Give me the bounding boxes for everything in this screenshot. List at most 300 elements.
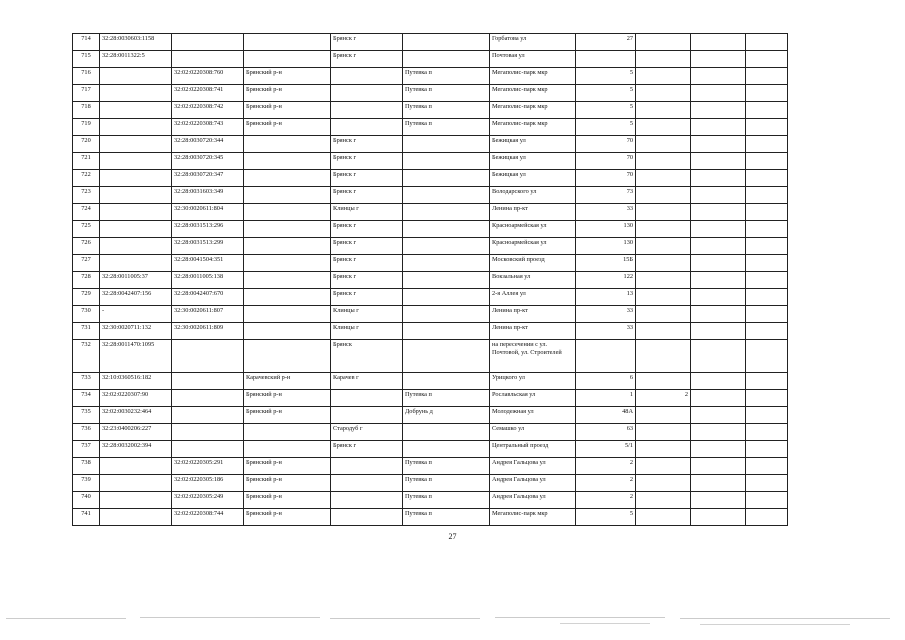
- building-cell: [636, 441, 691, 458]
- settlement-cell: Путевка п: [403, 119, 490, 136]
- street-cell: Московский проезд: [490, 255, 576, 272]
- cadastral-number-cell: [100, 153, 172, 170]
- house-number-cell: 5: [576, 119, 636, 136]
- house-number-cell: 70: [576, 170, 636, 187]
- empty-cell: [691, 68, 746, 85]
- district-cell: [244, 255, 331, 272]
- empty-cell: [691, 272, 746, 289]
- street-cell: Горбатова ул: [490, 34, 576, 51]
- building-cell: [636, 458, 691, 475]
- empty-cell: [746, 441, 788, 458]
- row-number-cell: 734: [73, 390, 100, 407]
- empty-cell: [746, 340, 788, 373]
- row-number-cell: 737: [73, 441, 100, 458]
- cadastral-number-cell: [172, 373, 244, 390]
- settlement-cell: Путевка п: [403, 475, 490, 492]
- building-cell: [636, 153, 691, 170]
- district-cell: [244, 238, 331, 255]
- district-cell: [244, 204, 331, 221]
- empty-cell: [746, 492, 788, 509]
- cadastral-number-cell: 32:28:0030603:1158: [100, 34, 172, 51]
- house-number-cell: 6: [576, 373, 636, 390]
- settlement-cell: [403, 289, 490, 306]
- empty-cell: [691, 340, 746, 373]
- cadastral-number-cell: [100, 136, 172, 153]
- settlement-cell: [403, 204, 490, 221]
- cadastral-number-cell: [100, 85, 172, 102]
- building-cell: [636, 221, 691, 238]
- scan-artifact-strip: [0, 612, 905, 632]
- cadastral-number-cell: 32:28:0011322:5: [100, 51, 172, 68]
- street-cell: Рославльская ул: [490, 390, 576, 407]
- district-cell: [244, 136, 331, 153]
- cadastral-number-cell: [100, 102, 172, 119]
- street-cell: Урицкого ул: [490, 373, 576, 390]
- city-cell: Брянск г: [331, 51, 403, 68]
- empty-cell: [746, 85, 788, 102]
- row-number-cell: 720: [73, 136, 100, 153]
- table-row: [73, 170, 788, 187]
- table-row: [73, 272, 788, 289]
- empty-cell: [746, 153, 788, 170]
- table-row: [73, 221, 788, 238]
- city-cell: [331, 119, 403, 136]
- table-row: [73, 441, 788, 458]
- empty-cell: [746, 475, 788, 492]
- street-cell: на пересечении с ул. Почтовой, ул. Строителей: [490, 340, 576, 373]
- settlement-cell: Путевка п: [403, 509, 490, 526]
- empty-cell: [746, 68, 788, 85]
- city-cell: Карачев г: [331, 373, 403, 390]
- city-cell: Клинцы г: [331, 306, 403, 323]
- row-number-cell: 714: [73, 34, 100, 51]
- cadastral-number-cell: -: [100, 306, 172, 323]
- settlement-cell: [403, 170, 490, 187]
- empty-cell: [746, 238, 788, 255]
- street-cell: Мегаполис-парк мкр: [490, 102, 576, 119]
- cadastral-number-cell: [172, 34, 244, 51]
- house-number-cell: 5/1: [576, 441, 636, 458]
- city-cell: [331, 390, 403, 407]
- row-number-cell: 731: [73, 323, 100, 340]
- row-number-cell: 716: [73, 68, 100, 85]
- cadastral-number-cell: [100, 68, 172, 85]
- row-number-cell: 741: [73, 509, 100, 526]
- settlement-cell: [403, 221, 490, 238]
- empty-cell: [691, 323, 746, 340]
- city-cell: Брянск г: [331, 187, 403, 204]
- district-cell: [244, 34, 331, 51]
- row-number-cell: 735: [73, 407, 100, 424]
- city-cell: Брянск: [331, 340, 403, 373]
- city-cell: [331, 475, 403, 492]
- house-number-cell: 13: [576, 289, 636, 306]
- empty-cell: [746, 187, 788, 204]
- city-cell: Клинцы г: [331, 204, 403, 221]
- district-cell: [244, 272, 331, 289]
- district-cell: Брянский р-н: [244, 390, 331, 407]
- district-cell: [244, 170, 331, 187]
- cadastral-number-cell: [100, 204, 172, 221]
- row-number-cell: 726: [73, 238, 100, 255]
- house-number-cell: 48А: [576, 407, 636, 424]
- cadastral-number-cell: [100, 187, 172, 204]
- empty-cell: [746, 51, 788, 68]
- street-cell: Молодежная ул: [490, 407, 576, 424]
- cadastral-number-cell: [100, 238, 172, 255]
- cadastral-number-cell: 32:30:0020611:804: [172, 204, 244, 221]
- district-cell: Брянский р-н: [244, 458, 331, 475]
- street-cell: 2-я Аллея ул: [490, 289, 576, 306]
- empty-cell: [691, 373, 746, 390]
- settlement-cell: Добрунь д: [403, 407, 490, 424]
- settlement-cell: [403, 306, 490, 323]
- house-number-cell: [576, 51, 636, 68]
- settlement-cell: [403, 441, 490, 458]
- house-number-cell: 73: [576, 187, 636, 204]
- table-row: [73, 204, 788, 221]
- cadastral-number-cell: 32:28:0042407:670: [172, 289, 244, 306]
- city-cell: Стародуб г: [331, 424, 403, 441]
- city-cell: Брянск г: [331, 170, 403, 187]
- district-cell: [244, 441, 331, 458]
- row-number-cell: 730: [73, 306, 100, 323]
- table-row: [73, 373, 788, 390]
- row-number-cell: 727: [73, 255, 100, 272]
- street-cell: Мегаполис-парк мкр: [490, 509, 576, 526]
- building-cell: [636, 424, 691, 441]
- cadastral-number-cell: [100, 475, 172, 492]
- cadastral-number-cell: 32:28:0030720:344: [172, 136, 244, 153]
- city-cell: [331, 407, 403, 424]
- building-cell: [636, 255, 691, 272]
- cadastral-number-cell: [100, 509, 172, 526]
- cadastral-number-cell: 32:28:0031513:296: [172, 221, 244, 238]
- district-cell: Брянский р-н: [244, 119, 331, 136]
- street-cell: Красноармейская ул: [490, 238, 576, 255]
- building-cell: [636, 272, 691, 289]
- cadastral-number-cell: [100, 119, 172, 136]
- cadastral-number-cell: 32:30:0020711:132: [100, 323, 172, 340]
- building-cell: [636, 187, 691, 204]
- table-row: [73, 68, 788, 85]
- settlement-cell: Путевка п: [403, 458, 490, 475]
- building-cell: [636, 102, 691, 119]
- city-cell: [331, 102, 403, 119]
- house-number-cell: 5: [576, 102, 636, 119]
- city-cell: [331, 458, 403, 475]
- city-cell: Клинцы г: [331, 323, 403, 340]
- street-cell: Андрея Гальцова ул: [490, 492, 576, 509]
- building-cell: [636, 85, 691, 102]
- empty-cell: [746, 289, 788, 306]
- settlement-cell: [403, 136, 490, 153]
- settlement-cell: [403, 424, 490, 441]
- street-cell: Ленина пр-кт: [490, 323, 576, 340]
- table-row: [73, 407, 788, 424]
- house-number-cell: 5: [576, 509, 636, 526]
- house-number-cell: 5: [576, 68, 636, 85]
- street-cell: Почтовая ул: [490, 51, 576, 68]
- table-row: [73, 492, 788, 509]
- empty-cell: [746, 390, 788, 407]
- cadastral-number-cell: 32:28:0030720:345: [172, 153, 244, 170]
- settlement-cell: [403, 187, 490, 204]
- settlement-cell: Путевка п: [403, 390, 490, 407]
- house-number-cell: 1: [576, 390, 636, 407]
- house-number-cell: 122: [576, 272, 636, 289]
- building-cell: [636, 170, 691, 187]
- street-cell: Вокзальная ул: [490, 272, 576, 289]
- district-cell: [244, 323, 331, 340]
- table-row: [73, 85, 788, 102]
- empty-cell: [691, 424, 746, 441]
- row-number-cell: 719: [73, 119, 100, 136]
- street-cell: Красноармейская ул: [490, 221, 576, 238]
- empty-cell: [746, 458, 788, 475]
- settlement-cell: [403, 323, 490, 340]
- empty-cell: [746, 204, 788, 221]
- building-cell: [636, 323, 691, 340]
- settlement-cell: Путевка п: [403, 102, 490, 119]
- row-number-cell: 729: [73, 289, 100, 306]
- empty-cell: [691, 119, 746, 136]
- building-cell: [636, 289, 691, 306]
- cadastral-number-cell: [100, 458, 172, 475]
- cadastral-number-cell: 32:28:0011470:1095: [100, 340, 172, 373]
- house-number-cell: 70: [576, 153, 636, 170]
- cadastral-number-cell: 32:28:0032002:394: [100, 441, 172, 458]
- settlement-cell: [403, 238, 490, 255]
- empty-cell: [746, 373, 788, 390]
- table-row: [73, 34, 788, 51]
- city-cell: Брянск г: [331, 272, 403, 289]
- row-number-cell: 738: [73, 458, 100, 475]
- registry-table: [72, 33, 788, 526]
- empty-cell: [691, 306, 746, 323]
- page-number: 27: [448, 532, 457, 541]
- empty-cell: [691, 102, 746, 119]
- cadastral-number-cell: 32:02:0220308:741: [172, 85, 244, 102]
- house-number-cell: 27: [576, 34, 636, 51]
- building-cell: [636, 407, 691, 424]
- row-number-cell: 721: [73, 153, 100, 170]
- building-cell: [636, 509, 691, 526]
- street-cell: Мегаполис-парк мкр: [490, 68, 576, 85]
- settlement-cell: [403, 272, 490, 289]
- table-row: [73, 238, 788, 255]
- cadastral-number-cell: 32:02:0220307:90: [100, 390, 172, 407]
- cadastral-number-cell: [100, 170, 172, 187]
- district-cell: [244, 51, 331, 68]
- table-row: [73, 187, 788, 204]
- house-number-cell: 2: [576, 458, 636, 475]
- house-number-cell: 33: [576, 306, 636, 323]
- settlement-cell: [403, 153, 490, 170]
- empty-cell: [691, 85, 746, 102]
- city-cell: Брянск г: [331, 221, 403, 238]
- building-cell: [636, 119, 691, 136]
- district-cell: [244, 424, 331, 441]
- cadastral-number-cell: 32:28:0031603:349: [172, 187, 244, 204]
- city-cell: [331, 68, 403, 85]
- building-cell: [636, 340, 691, 373]
- district-cell: [244, 187, 331, 204]
- row-number-cell: 718: [73, 102, 100, 119]
- empty-cell: [691, 458, 746, 475]
- cadastral-number-cell: 32:30:0020611:807: [172, 306, 244, 323]
- settlement-cell: [403, 34, 490, 51]
- cadastral-number-cell: [172, 407, 244, 424]
- empty-cell: [691, 136, 746, 153]
- district-cell: Брянский р-н: [244, 475, 331, 492]
- building-cell: [636, 238, 691, 255]
- table-row: [73, 458, 788, 475]
- empty-cell: [691, 204, 746, 221]
- house-number-cell: 5: [576, 85, 636, 102]
- street-cell: Мегаполис-парк мкр: [490, 85, 576, 102]
- empty-cell: [691, 509, 746, 526]
- house-number-cell: 70: [576, 136, 636, 153]
- house-number-cell: 2: [576, 492, 636, 509]
- row-number-cell: 724: [73, 204, 100, 221]
- cadastral-number-cell: 32:02:0220305:186: [172, 475, 244, 492]
- row-number-cell: 728: [73, 272, 100, 289]
- street-cell: Бежицкая ул: [490, 170, 576, 187]
- house-number-cell: [576, 340, 636, 373]
- table-row: [73, 323, 788, 340]
- empty-cell: [691, 289, 746, 306]
- district-cell: Брянский р-н: [244, 492, 331, 509]
- table-row: [73, 390, 788, 407]
- empty-cell: [691, 492, 746, 509]
- table-row: [73, 102, 788, 119]
- house-number-cell: 33: [576, 323, 636, 340]
- cadastral-number-cell: 32:23:0400206:227: [100, 424, 172, 441]
- district-cell: [244, 289, 331, 306]
- building-cell: [636, 51, 691, 68]
- district-cell: Брянский р-н: [244, 68, 331, 85]
- empty-cell: [746, 407, 788, 424]
- empty-cell: [691, 187, 746, 204]
- cadastral-number-cell: 32:10:0360516:182: [100, 373, 172, 390]
- cadastral-number-cell: 32:28:0042407:156: [100, 289, 172, 306]
- cadastral-number-cell: 32:02:0220305:291: [172, 458, 244, 475]
- cadastral-number-cell: [172, 441, 244, 458]
- cadastral-number-cell: 32:02:0220308:743: [172, 119, 244, 136]
- empty-cell: [691, 34, 746, 51]
- building-cell: [636, 475, 691, 492]
- settlement-cell: [403, 340, 490, 373]
- cadastral-number-cell: 32:28:0030720:347: [172, 170, 244, 187]
- empty-cell: [746, 119, 788, 136]
- district-cell: Брянский р-н: [244, 85, 331, 102]
- cadastral-number-cell: [100, 492, 172, 509]
- settlement-cell: Путевка п: [403, 85, 490, 102]
- cadastral-number-cell: 32:02:0220308:742: [172, 102, 244, 119]
- cadastral-number-cell: [172, 390, 244, 407]
- row-number-cell: 739: [73, 475, 100, 492]
- empty-cell: [691, 51, 746, 68]
- row-number-cell: 722: [73, 170, 100, 187]
- settlement-cell: [403, 51, 490, 68]
- empty-cell: [746, 323, 788, 340]
- empty-cell: [691, 221, 746, 238]
- empty-cell: [746, 424, 788, 441]
- street-cell: Семашко ул: [490, 424, 576, 441]
- street-cell: Андрея Гальцова ул: [490, 458, 576, 475]
- row-number-cell: 733: [73, 373, 100, 390]
- empty-cell: [691, 390, 746, 407]
- cadastral-number-cell: 32:28:0011005:37: [100, 272, 172, 289]
- cadastral-number-cell: 32:28:0041504:351: [172, 255, 244, 272]
- street-cell: Мегаполис-парк мкр: [490, 119, 576, 136]
- settlement-cell: Путевка п: [403, 492, 490, 509]
- empty-cell: [746, 102, 788, 119]
- street-cell: Андрея Гальцова ул: [490, 475, 576, 492]
- district-cell: Брянский р-н: [244, 102, 331, 119]
- table-row: [73, 340, 788, 373]
- building-cell: [636, 373, 691, 390]
- empty-cell: [746, 272, 788, 289]
- empty-cell: [746, 136, 788, 153]
- district-cell: Карачевский р-н: [244, 373, 331, 390]
- city-cell: Брянск г: [331, 238, 403, 255]
- city-cell: [331, 509, 403, 526]
- city-cell: Брянск г: [331, 136, 403, 153]
- house-number-cell: 33: [576, 204, 636, 221]
- city-cell: Брянск г: [331, 153, 403, 170]
- row-number-cell: 725: [73, 221, 100, 238]
- empty-cell: [691, 441, 746, 458]
- empty-cell: [691, 153, 746, 170]
- row-number-cell: 717: [73, 85, 100, 102]
- cadastral-number-cell: 32:02:0220308:744: [172, 509, 244, 526]
- house-number-cell: 15Б: [576, 255, 636, 272]
- cadastral-number-cell: [100, 221, 172, 238]
- row-number-cell: 740: [73, 492, 100, 509]
- table-row: [73, 119, 788, 136]
- city-cell: Брянск г: [331, 34, 403, 51]
- district-cell: [244, 306, 331, 323]
- table-row: [73, 153, 788, 170]
- house-number-cell: 130: [576, 238, 636, 255]
- building-cell: 2: [636, 390, 691, 407]
- street-cell: Центральный проезд: [490, 441, 576, 458]
- table-row: [73, 475, 788, 492]
- empty-cell: [691, 170, 746, 187]
- empty-cell: [691, 475, 746, 492]
- house-number-cell: 2: [576, 475, 636, 492]
- cadastral-number-cell: 32:28:0011005:138: [172, 272, 244, 289]
- district-cell: Брянский р-н: [244, 509, 331, 526]
- settlement-cell: [403, 373, 490, 390]
- building-cell: [636, 34, 691, 51]
- table-row: [73, 289, 788, 306]
- empty-cell: [691, 407, 746, 424]
- table-row: [73, 306, 788, 323]
- settlement-cell: Путевка п: [403, 68, 490, 85]
- empty-cell: [746, 221, 788, 238]
- cadastral-number-cell: [172, 424, 244, 441]
- empty-cell: [746, 509, 788, 526]
- cadastral-number-cell: 32:30:0020611:809: [172, 323, 244, 340]
- city-cell: [331, 492, 403, 509]
- empty-cell: [746, 170, 788, 187]
- street-cell: Бежицкая ул: [490, 136, 576, 153]
- city-cell: [331, 85, 403, 102]
- cadastral-number-cell: [100, 255, 172, 272]
